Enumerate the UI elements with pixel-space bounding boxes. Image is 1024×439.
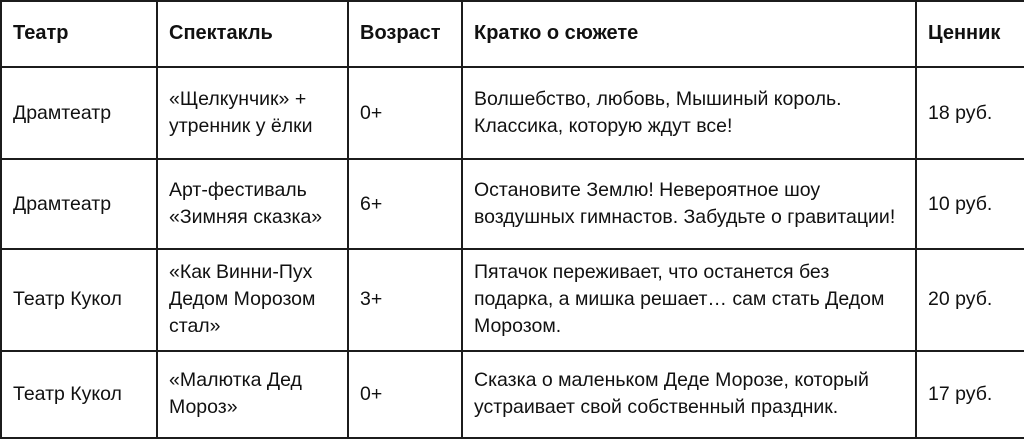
table-row	[1, 159, 1024, 248]
cell-age: 0+	[348, 351, 462, 439]
cell-age: 0+	[348, 67, 462, 159]
cell-show: Арт-фестиваль «Зимняя сказка»	[157, 159, 348, 248]
cell-plot: Сказка о маленьком Деде Морозе, который устраивает свой собственный праздник.	[462, 351, 916, 439]
header-age: Возраст	[348, 1, 462, 67]
cell-show: «Малютка Дед Мороз»	[157, 351, 348, 439]
cell-theater: Театр Кукол	[1, 351, 157, 439]
cell-theater: Театр Кукол	[1, 249, 157, 351]
header-price: Ценник	[916, 1, 1024, 67]
cell-price: 18 руб.	[916, 67, 1024, 159]
cell-price: 17 руб.	[916, 351, 1024, 439]
cell-theater: Драмтеатр	[1, 67, 157, 159]
header-theater: Театр	[1, 1, 157, 67]
cell-plot: Остановите Землю! Невероятное шоу воздушных гимнастов. Забудьте о гравитации!	[462, 159, 916, 248]
table-row	[1, 351, 1024, 439]
cell-theater: Драмтеатр	[1, 159, 157, 248]
header-show: Спектакль	[157, 1, 348, 67]
cell-price: 20 руб.	[916, 249, 1024, 351]
cell-plot: Пятачок переживает, что останется без подарка, а мишка решает… сам стать Дедом Морозом.	[462, 249, 916, 351]
header-row	[1, 1, 1024, 67]
table-row	[1, 67, 1024, 159]
cell-show: «Как Винни-Пух Дедом Морозом стал»	[157, 249, 348, 351]
table-row	[1, 249, 1024, 351]
cell-price: 10 руб.	[916, 159, 1024, 248]
cell-age: 3+	[348, 249, 462, 351]
cell-age: 6+	[348, 159, 462, 248]
header-plot: Кратко о сюжете	[462, 1, 916, 67]
cell-show: «Щелкунчик» + утренник у ёлки	[157, 67, 348, 159]
cell-plot: Волшебство, любовь, Мышиный король. Классика, которую ждут все!	[462, 67, 916, 159]
